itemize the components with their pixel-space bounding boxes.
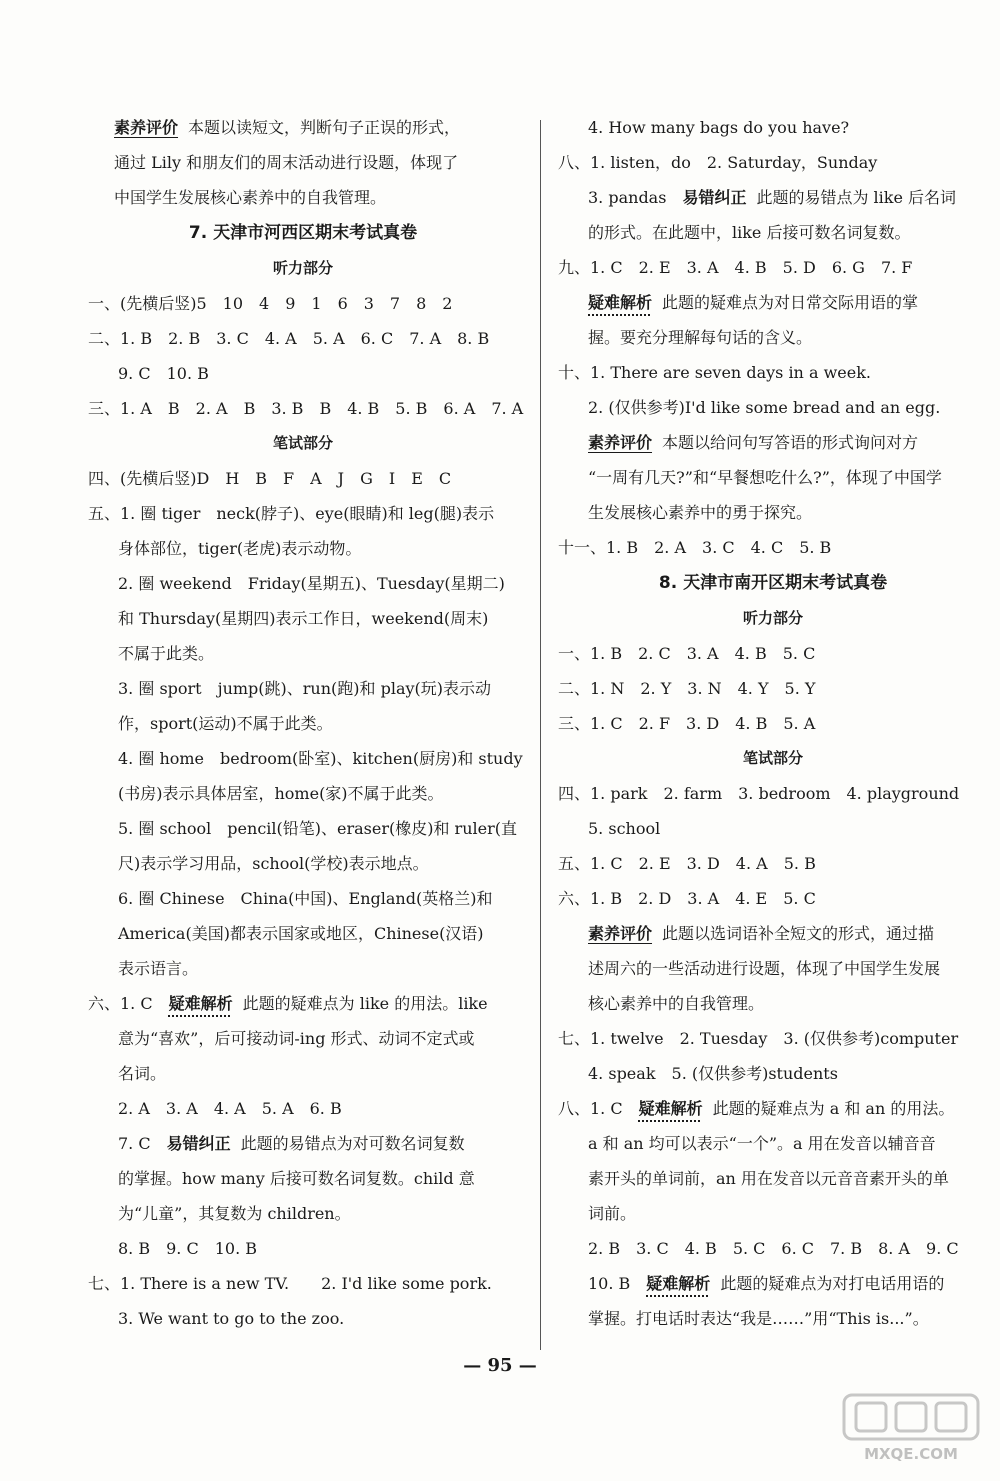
answer-line: 述周六的一些活动进行设题，体现了中国学生发展 — [588, 959, 941, 978]
answer-line: 2. B 3. C 4. B 5. C 6. C 7. B 8. A 9. C — [588, 1239, 959, 1258]
answer-line — [88, 986, 518, 1021]
annotation-tag: 疑难解析 — [646, 1274, 711, 1293]
answer-line: 五、1. C 2. E 3. D 4. A 5. B — [558, 854, 816, 873]
answer-line: 名词。 — [118, 1064, 167, 1083]
answer-line: 词前。 — [588, 1204, 637, 1223]
answer-line: 身体部位，tiger(老虎)表示动物。 — [118, 539, 362, 558]
right-column — [558, 110, 988, 1336]
annotation-text: 本题以给问句写答语的形式询问对方 — [662, 433, 919, 452]
answer-line: 4. 圈 home bedroom(卧室)、kitchen(厨房)和 study — [118, 749, 523, 768]
answer-line: 4. speak 5. (仅供参考)students — [588, 1064, 838, 1083]
answer-line: 3. 圈 sport jump(跳)、run(跑)和 play(玩)表示动 — [118, 679, 492, 698]
annotation-tag: 疑难解析 — [638, 1099, 703, 1118]
answer-line: 尺)表示学习用品，school(学校)表示地点。 — [118, 854, 429, 873]
section-title: 7. 天津市河西区期末考试真卷 — [188, 223, 418, 243]
answer-prefix: 3. pandas — [588, 188, 683, 207]
left-column — [88, 110, 524, 1336]
answer-line: 4. How many bags do you have? — [588, 118, 850, 137]
annotation-text: 此题的易错点为 like 后名词 — [756, 188, 957, 207]
answer-line: 三、1. A B 2. A B 3. B B 4. B 5. B 6. A 7. A — [88, 399, 524, 418]
answer-line — [88, 1126, 518, 1161]
answer-line: 六、1. B 2. D 3. A 4. E 5. C — [558, 889, 816, 908]
answer-line: 为“儿童”，其复数为 children。 — [118, 1204, 351, 1223]
answer-line — [558, 285, 988, 320]
answer-line: 四、(先横后竖)D H B F A J G I E C — [88, 469, 452, 488]
answer-line: 核心素养中的自我管理。 — [588, 994, 765, 1013]
answer-line — [558, 1266, 988, 1301]
annotation-tag: 疑难解析 — [588, 293, 653, 312]
answer-line: 表示语言。 — [118, 959, 199, 978]
answer-line — [558, 1091, 988, 1126]
answer-prefix: 六、1. C — [88, 994, 169, 1013]
answer-line: America(美国)都表示国家或地区，Chinese(汉语) — [118, 924, 484, 943]
column-divider — [540, 120, 541, 1350]
annotation-text: 此题的疑难点为 like 的用法。like — [242, 994, 488, 1013]
answer-line: 七、1. twelve 2. Tuesday 3. (仅供参考)computer — [558, 1029, 959, 1048]
section-subtitle: 听力部分 — [272, 259, 333, 277]
annotation-tag: 素养评价 — [588, 924, 653, 943]
annotation-tag: 素养评价 — [588, 433, 653, 452]
answer-line: 8. B 9. C 10. B — [118, 1239, 257, 1258]
answer-line: 三、1. C 2. F 3. D 4. B 5. A — [558, 714, 816, 733]
answer-line: 9. C 10. B — [118, 364, 209, 383]
answer-line: 一、(先横后竖)5 10 4 9 1 6 3 7 8 2 — [88, 294, 453, 313]
answer-line: 素开头的单词前，an 用在发音以元音音素开头的单 — [588, 1169, 949, 1188]
watermark-logo — [836, 1389, 986, 1467]
answer-line: 的形式。在此题中，like 后接可数名词复数。 — [588, 223, 911, 242]
section-subtitle: 听力部分 — [742, 609, 803, 627]
answer-line: 5. 圈 school pencil(铅笔)、eraser(橡皮)和 ruler(直 — [118, 819, 517, 838]
answer-line: “一周有几天?”和“早餐想吃什么?”，体现了中国学 — [588, 468, 942, 487]
annotation-text: 此题的疑难点为对日常交际用语的掌 — [662, 293, 919, 312]
answer-line: 意为“喜欢”，后可接动词-ing 形式、动词不定式或 — [118, 1029, 475, 1048]
annotation-text: 此题的疑难点为对打电话用语的 — [720, 1274, 945, 1293]
answer-line: 3. We want to go to the zoo. — [118, 1309, 345, 1328]
answer-prefix: 7. C — [118, 1134, 167, 1153]
answer-line: 二、1. N 2. Y 3. N 4. Y 5. Y — [558, 679, 816, 698]
answer-book-logo-icon — [836, 1389, 986, 1467]
answer-line: 生发展核心素养中的勇于探究。 — [588, 503, 813, 522]
answer-line: 一、1. B 2. C 3. A 4. B 5. C — [558, 644, 816, 663]
page-number: — 95 — — [463, 1355, 537, 1376]
answer-line: 2. A 3. A 4. A 5. A 6. B — [118, 1099, 342, 1118]
answer-line: 七、1. There is a new TV. 2. I'd like some pork. — [88, 1274, 492, 1293]
answer-line: 十、1. There are seven days in a week. — [558, 363, 871, 382]
answer-line: 作，sport(运动)不属于此类。 — [118, 714, 333, 733]
answer-line: 5. school — [588, 819, 661, 838]
answer-line: 八、1. listen，do 2. Saturday，Sunday — [558, 153, 878, 172]
answer-line: 不属于此类。 — [118, 644, 215, 663]
answer-line: 握。要充分理解每句话的含义。 — [588, 328, 813, 347]
annotation-tag: 素养评价 — [114, 118, 179, 137]
answer-line: 二、1. B 2. B 3. C 4. A 5. A 6. C 7. A 8. B — [88, 329, 490, 348]
answer-line: 四、1. park 2. farm 3. bedroom 4. playground — [558, 784, 960, 803]
section-subtitle: 笔试部分 — [742, 749, 803, 767]
annotation-tag: 易错纠正 — [166, 1134, 231, 1153]
answer-line: 十一、1. B 2. A 3. C 4. C 5. B — [558, 538, 832, 557]
answer-prefix: 八、1. C — [558, 1099, 639, 1118]
answer-line: 九、1. C 2. E 3. A 4. B 5. D 6. G 7. F — [558, 258, 913, 277]
answer-line — [558, 425, 988, 460]
annotation-text: 本题以读短文，判断句子正误的形式， — [188, 118, 461, 137]
answer-line: 6. 圈 Chinese China(中国)、England(英格兰)和 — [118, 889, 493, 908]
answer-line — [558, 180, 988, 215]
answer-line: (书房)表示具体居室，home(家)不属于此类。 — [118, 784, 444, 803]
answer-line: 2. 圈 weekend Friday(星期五)、Tuesday(星期二) — [118, 574, 505, 593]
answer-line — [88, 110, 518, 145]
answer-line: 掌握。打电话时表达“我是……”用“This is...”。 — [588, 1309, 929, 1328]
annotation-text: 此题的易错点为对可数名词复数 — [240, 1134, 465, 1153]
answer-line: 的掌握。how many 后接可数名词复数。child 意 — [118, 1169, 475, 1188]
annotation-text: 此题以选词语补全短文的形式，通过描 — [662, 924, 935, 943]
annotation-tag: 疑难解析 — [168, 994, 233, 1013]
answer-line: 和 Thursday(星期四)表示工作日，weekend(周末) — [118, 609, 489, 628]
answer-line: a 和 an 均可以表示“一个”。a 用在发音以辅音音 — [588, 1134, 936, 1153]
answer-line: 通过 Lily 和朋友们的周末活动进行设题，体现了 — [114, 153, 459, 172]
answer-line: 五、1. 圈 tiger neck(脖子)、eye(眼睛)和 leg(腿)表示 — [88, 504, 495, 523]
watermark-text: MXQE.COM — [864, 1445, 958, 1463]
answer-line: 2. (仅供参考)I'd like some bread and an egg. — [588, 398, 941, 417]
section-subtitle: 笔试部分 — [272, 434, 333, 452]
answer-line: 中国学生发展核心素养中的自我管理。 — [114, 188, 387, 207]
answer-prefix: 10. B — [588, 1274, 647, 1293]
answer-line — [558, 916, 988, 951]
annotation-text: 此题的疑难点为 a 和 an 的用法。 — [712, 1099, 955, 1118]
annotation-tag: 易错纠正 — [682, 188, 747, 207]
section-title: 8. 天津市南开区期末考试真卷 — [658, 573, 888, 593]
